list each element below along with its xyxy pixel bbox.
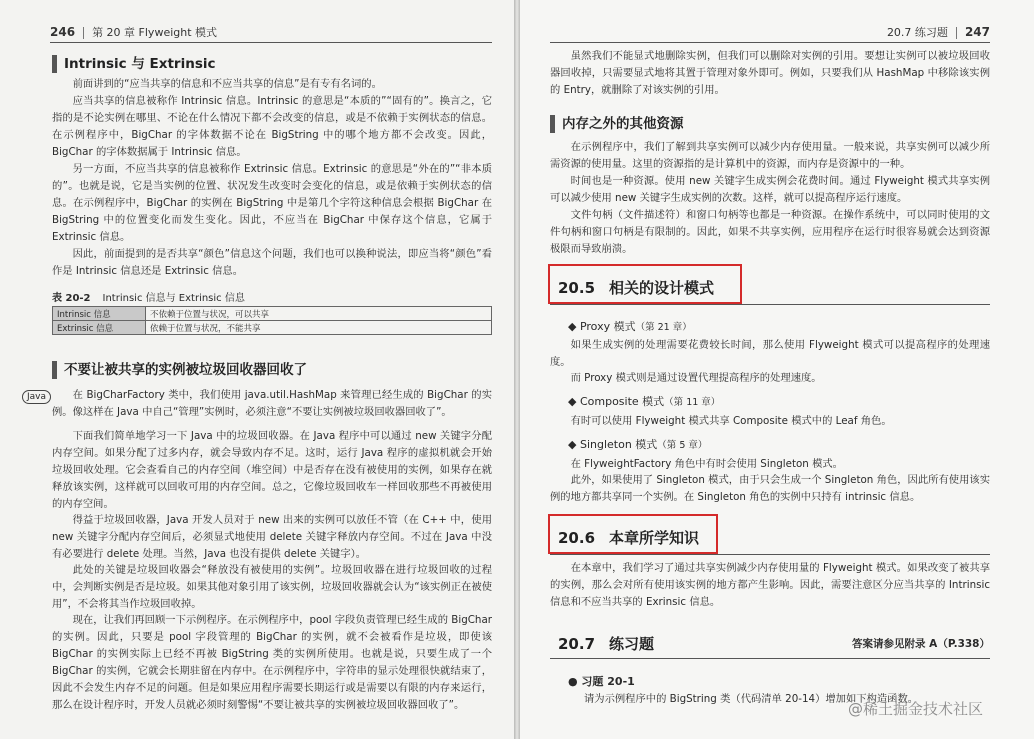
paragraph: 另一方面，不应当共享的信息被称作 Extrinsic 信息。Extrinsic 的意思是“外在的”“非本质的”。也就是说，它是当实例的位置、状况发生改变时会变化的信息，或是依赖于实例状态的信息。在示例程序中，BigChar 的实例在 BigString 中是第几个字符这种信息会根据 BigChar 在 BigString 中的位置变化而发生变化。因此，不应当在 BigChar 中保存这个信息，它属于 Extrinsic 信息。 [52,163,492,243]
section-heading-20-5: 20.5 相关的设计模式 [558,279,715,297]
left-page-header [50,24,217,40]
pattern-singleton: ◆ Singleton 模式（第 5 章） [568,438,708,451]
exercise-text: 请为示例程序中的 BigString 类（代码清单 20-14）增加如下构造函数。 [584,693,919,705]
header-rule [550,42,990,43]
section-label: 20.7 练习题 [886,26,948,39]
section-rule [550,554,990,555]
paragraph: 应当共享的信息被称作 Intrinsic 信息。Intrinsic 的意思是“本质的”“固有的”。换言之，它指的是不论实例在哪里、不论在什么情况下都不会改变的信息，或是不依赖于实例状态的信息。在示例程序中，BigChar 的字体数据不论在 BigString 中的哪个地方都不会改变。因此，BigChar 的字体数据属于 Intrinsic 信息。 [52,95,492,158]
page-number: 246 [50,25,76,39]
heading-intrinsic-extrinsic: Intrinsic 与 Extrinsic [52,52,216,73]
exercise-title: ● 习题 20-1 [568,675,635,688]
paragraph: 时间也是一种资源。使用 new 关键字生成实例会花费时间。通过 Flyweight 模式共享实例可以减少使用 new 关键字生成实例的次数。这样，就可以提高程序运行速度。 [550,175,990,204]
section-heading-20-6: 20.6 本章所学知识 [558,529,700,547]
table-caption: 表 20-2 Intrinsic 信息与 Extrinsic 信息 [52,293,245,304]
paragraph: 此外，如果使用了 Singleton 模式，由于只会生成一个 Singleton 角色，因此所有使用该实例的地方都共享同一个实例。在 Singleton 角色的实例中只持有 intrinsic 信息。 [550,474,990,503]
paragraph: 如果生成实例的处理需要花费较长时间，那么使用 Flyweight 模式可以提高程序的处理速度。 [550,339,990,368]
watermark: @稀土掘金技术社区 [848,700,984,718]
section-rule [550,658,990,659]
header-rule [50,42,492,43]
paragraph: 虽然我们不能显式地删除实例，但我们可以删除对实例的引用。要想让实例可以被垃圾回收器回收掉，只需要显式地将其置于管理对象外即可。例如，只要我们从 HashMap 中移除该实例的 Entry，就删除了对该实例的引用。 [550,50,990,96]
section-rule [550,304,990,305]
paragraph: 在示例程序中，我们了解到共享实例可以减少内存使用量。一般来说，共享实例可以减少所需资源的使用量。这里的资源指的是计算机中的资源，而内存是资源中的一种。 [550,141,990,170]
paragraph: 现在，让我们再回顾一下示例程序。在示例程序中，pool 字段负责管理已经生成的 BigChar 的实例。因此，只要是 pool 字段管理的 BigChar 的实例，就不会被看作是垃圾，即使该 BigChar 的实例实际上已经不再被 BigString 类的实例所使用。也就是说，只要生成了一个 BigChar 的实例，它就会长期驻留在内存中。在示例程序中，字符串的显示处理很快就结束了，因此不会发生内存不足的问题。但是如果应用程序需要长期运行或是需要以有限的内存来运行，那么在设计程序时，开发人员就必须时刻警惕“不要让被共享的实例被垃圾回收器回收了”。 [52,614,492,711]
paragraph: 下面我们简单地学习一下 Java 中的垃圾回收器。在 Java 程序中可以通过 new 关键字分配内存空间。如果分配了过多内存，就会导致内存不足。这时，运行 Java 程序的虚拟机就会开始垃圾回收处理。它会查看自己的内存空间（堆空间）中是否存在没有被使用的实例，如果存在就释放该实例，这样就可以回收可用的内存空间。总之，它像垃圾回收车一样回收那些不再被使用的内存空间。 [52,430,492,510]
paragraph: 在本章中，我们学习了通过共享实例减少内存使用量的 Flyweight 模式。如果改变了被共享的实例，那么会对所有使用该实例的地方都产生影响。因此，需要注意区分应当共享的 Intrinsic 信息和不应当共享的 Exrinsic 信息。 [550,562,990,608]
chapter-title: 第 20 章 Flyweight 模式 [92,26,218,39]
left-page [0,0,514,739]
intrinsic-extrinsic-table [52,306,492,335]
section-heading-20-7: 20.7 练习题 [558,635,655,653]
pattern-proxy: ◆ Proxy 模式（第 21 章） [568,320,692,333]
paragraph: 有时可以使用 Flyweight 模式共享 Composite 模式中的 Leaf 角色。 [570,415,892,427]
heading-other-resources: 内存之外的其他资源 [550,112,684,133]
java-margin-tag: Java [22,390,51,404]
heading-gc: 不要让被共享的实例被垃圾回收器回收了 [52,358,307,379]
table-row: Intrinsic 信息 不依赖于位置与状况，可以共享 [53,307,492,321]
paragraph: 在 BigCharFactory 类中，我们使用 java.util.HashMap 来管理已经生成的 BigChar 的实例。像这样在 Java 中自己“管理”实例时，必须注意“不要让实例被垃圾回收器回收了”。 [52,389,492,418]
pattern-composite: ◆ Composite 模式（第 11 章） [568,395,721,408]
page-number: 247 [964,25,990,39]
paragraph: 文件句柄（文件描述符）和窗口句柄等也都是一种资源。在操作系统中，可以同时使用的文件句柄和窗口句柄是有限制的。因此，如果不共享实例，应用程序在运行时很容易就会达到资源极限而导致崩溃。 [550,209,990,255]
paragraph: 而 Proxy 模式则是通过设置代理提高程序的处理速度。 [570,372,822,384]
paragraph: 得益于垃圾回收器，Java 开发人员对于 new 出来的实例可以放任不管（在 C++ 中，使用 new 关键字分配内存空间后，必须显式地使用 delete 关键字释放内存空间。不过在 Java 中没有必要进行 delete 处理。当然，Java 也没有提供 delete 关键字）。 [52,514,492,560]
paragraph: 因此，前面提到的是否共享“颜色”信息这个问题，我们也可以换种说法，即应当将“颜色”看作是 Intrinsic 信息还是 Extrinsic 信息。 [52,248,492,277]
table-row: Extrinsic 信息 依赖于位置与状况，不能共享 [53,321,492,335]
paragraph: 前面讲到的“应当共享的信息和不应当共享的信息”是有专有名词的。 [72,78,382,90]
right-page [520,0,1034,739]
paragraph: 此处的关键是垃圾回收器会“释放没有被使用的实例”。垃圾回收器在进行垃圾回收的过程中，会判断实例是否是垃圾。如果其他对象引用了该实例，垃圾回收器就会认为“该实例正在被使用”，不会将其当作垃圾回收掉。 [52,564,492,610]
right-page-header [887,24,990,40]
answer-note: 答案请参见附录 A（P.338） [852,638,990,650]
paragraph: 在 FlyweightFactory 角色中有时会使用 Singleton 模式。 [570,458,843,470]
